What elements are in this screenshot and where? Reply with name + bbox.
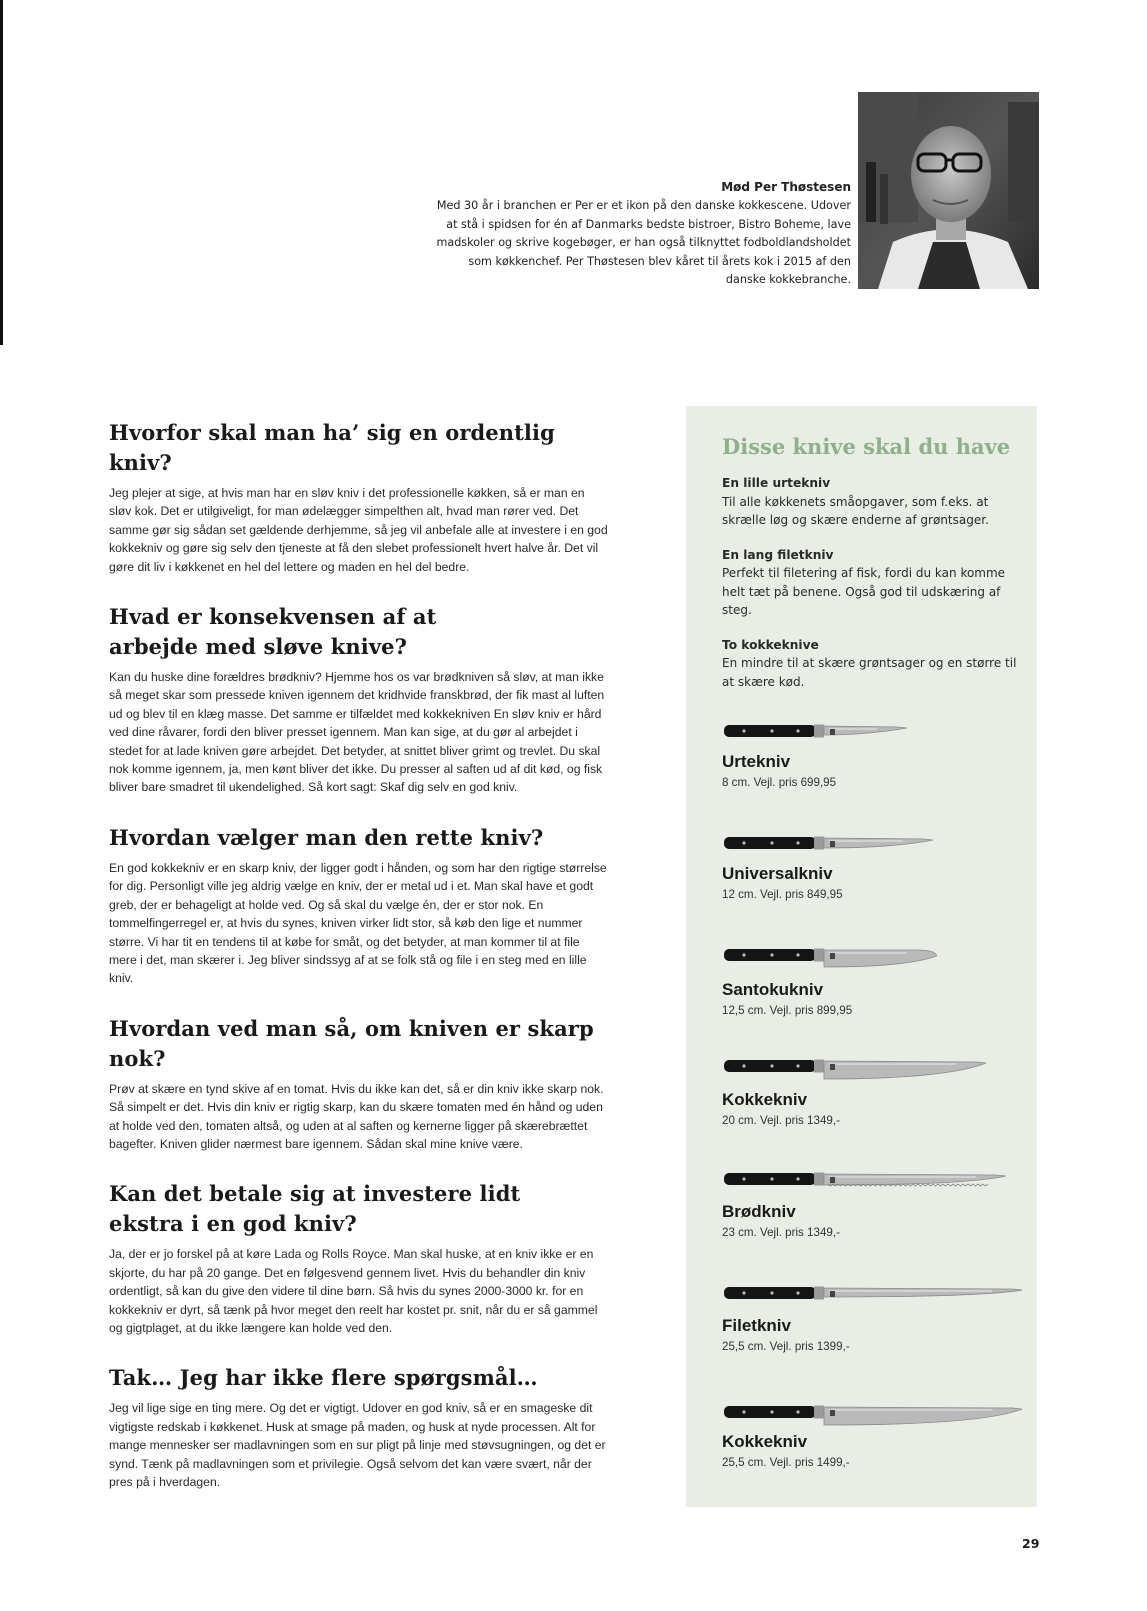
knife-product — [722, 714, 1022, 814]
page-number: 29 — [1022, 1536, 1040, 1551]
section-heading: Hvad er konsekvensen af at arbejde med sløve knive? — [109, 604, 437, 660]
knife-bolster — [814, 1406, 824, 1419]
knife-maker-mark — [830, 1177, 835, 1183]
section-heading: Kan det betale sig at investere lidt ekstra i en god kniv? — [109, 1181, 521, 1237]
knife-image — [722, 714, 1022, 748]
knife-image — [722, 1046, 1022, 1086]
knife-rivet — [796, 1177, 799, 1180]
knife-rivet — [796, 841, 799, 844]
knife-blade — [824, 726, 907, 735]
knife-handle — [724, 725, 816, 737]
section-body: En god kokkekniv er en skarp kniv, der ligger godt i hånden, og som har den rigtige størrelse for dig. Personligt ville jeg aldrig vælge en kniv, der er metal ud i et. Man skal have et godt greb, der er behageligt at holde ved. Og så skal du vælge én, der er stor nok. En tommelfingerregel er, at hvis du synes, kniven virker lidt stor, så køb den lige et nummer større. Vi har tit en tendens til at købe for småt, og det betyder, at man kommer til at file mere i det, man skærer i. Jeg bliver sindssyg af at se folk stå og file i en steg med en lille kniv. — [109, 860, 607, 986]
knife-rivet — [770, 1064, 773, 1067]
knife-spec: 23 cm. Vejl. pris 1349,- — [722, 1226, 840, 1239]
intro-block — [431, 178, 851, 289]
knife-handle — [724, 1173, 816, 1185]
sidebar-title: Disse knive skal du have — [722, 434, 1011, 459]
knife-rivet — [770, 841, 773, 844]
knife-image — [722, 1392, 1022, 1432]
tip-item — [722, 546, 1022, 620]
article-section — [109, 1014, 609, 1154]
knife-handle — [724, 1287, 816, 1299]
tip-title: En lang filetkniv — [722, 547, 834, 562]
knife-serration — [828, 1184, 988, 1186]
knife-rivet — [742, 1177, 745, 1180]
knives-sidebar — [686, 406, 1037, 1507]
knife-rivet — [796, 1291, 799, 1294]
knife-product — [722, 938, 1022, 1038]
knife-product — [722, 1046, 1022, 1146]
knife-rivet — [796, 953, 799, 956]
knife-rivet — [770, 729, 773, 732]
article-section — [109, 1363, 609, 1491]
section-body: Jeg plejer at sige, at hvis man har en sløv kniv i det professionelle køkken, så er man en sløv kok. Det er utilgiveligt, for man ødelægger simpelthen alt, hvad man rører ved. Det samme gør sig sådan set gældende derhjemme, så jeg vil anbefale alle at investere i en god kokkekniv og gøre sig selv den tjeneste at få den slebet professionelt hvert halve år. Det vil gøre dit liv i køkkenet en hel del lettere og maden en hel del bedre. — [109, 486, 608, 574]
knife-handle — [724, 1060, 816, 1072]
section-heading: Hvordan ved man så, om kniven er skarp nok? — [109, 1015, 594, 1071]
knife-name: Filetkniv — [722, 1316, 791, 1335]
intro-body: Med 30 år i branchen er Per er et ikon på den danske kokkescene. Udover at stå i spidsen for én af Danmarks bedste bistroer, Bistro Boheme, lave madskoler og skrive kogebøger, er han også tilknyttet fodboldlandsholdet som køkkenchef. Per Thøstesen blev kåret til årets kok i 2015 af den danske kokkebranche. — [436, 199, 851, 287]
knife-blade — [824, 1288, 1022, 1297]
knife-product — [722, 1162, 1022, 1262]
knife-maker-mark — [830, 953, 835, 959]
knife-maker-mark — [830, 1410, 835, 1416]
section-body: Prøv at skære en tynd skive af en tomat. Hvis du ikke kan det, så er din kniv ikke skarp nok. Så simpelt er det. Hvis din kniv er rigtig skarp, kan du skære tomaten med én hånd og uden at holde ved den, tomaten altså, og uden at al saften og kernerne ligger på skærebrættet bagefter. Kniven glider nærmest bare igennem. Sådan skal mine knive være. — [109, 1081, 604, 1151]
knife-spec: 12,5 cm. Vejl. pris 899,95 — [722, 1004, 853, 1017]
knife-handle — [724, 1406, 816, 1418]
knife-product — [722, 826, 1022, 926]
knife-name: Santokukniv — [722, 980, 824, 999]
tip-body: En mindre til at skære grøntsager og en større til at skære kød. — [722, 656, 1017, 689]
knife-rivet — [742, 1410, 745, 1413]
section-heading: Hvorfor skal man ha’ sig en ordentlig kniv? — [109, 420, 555, 475]
knife-bolster — [814, 1060, 824, 1073]
knife-bolster — [814, 949, 824, 962]
knife-image — [722, 826, 1022, 860]
knife-maker-mark — [830, 1291, 835, 1297]
knife-spec: 12 cm. Vejl. pris 849,95 — [722, 888, 843, 901]
knife-spec: 8 cm. Vejl. pris 699,95 — [722, 776, 837, 789]
knife-rivet — [742, 953, 745, 956]
knife-product — [722, 1392, 1022, 1492]
knife-rivet — [742, 841, 745, 844]
knife-bolster — [814, 1173, 824, 1186]
knife-name: Kokkekniv — [722, 1090, 808, 1109]
chef-portrait — [858, 92, 1039, 289]
knife-maker-mark — [830, 841, 835, 847]
knife-maker-mark — [830, 729, 835, 735]
knife-handle — [724, 949, 816, 961]
intro-heading: Mød Per Thøstesen — [721, 180, 851, 194]
tip-item — [722, 636, 1022, 692]
page-edge-rule — [0, 0, 3, 345]
article-section — [109, 418, 609, 576]
section-body: Kan du huske dine forældres brødkniv? Hjemme hos os var brødkniven så sløv, at man ikke så meget skar som pressede kniven igennem det kridhvide franskbrød, der fik mast al luften ud og blev til en klæg masse. Det samme er tilfældet med kokkekniven En sløv kniv er hård ved dine råvarer, fordi den bliver presset igennem. Man kan sige, at du gør al arbejdet i stedet for at lade kniven gøre arbejdet. Det betyder, at snittet bliver grimt og trevlet. Du skal nok komme igennem, ja, men kønt bliver det ikke. Du presser al saften ud af dit kød, og fisk bliver bare smadret til ukendelighed. Så kort sagt: Skaf dig selv en god kniv. — [109, 670, 605, 795]
knife-rivet — [770, 1410, 773, 1413]
knife-spec: 20 cm. Vejl. pris 1349,- — [722, 1114, 840, 1127]
knife-spec: 25,5 cm. Vejl. pris 1499,- — [722, 1456, 850, 1469]
knife-blade — [824, 1174, 1006, 1185]
section-heading: Hvordan vælger man den rette kniv? — [109, 824, 544, 850]
knife-rivet — [770, 1177, 773, 1180]
knife-name: Urtekniv — [722, 752, 791, 771]
knife-name: Universalkniv — [722, 864, 833, 883]
knife-name: Kokkekniv — [722, 1432, 808, 1451]
article-section — [109, 823, 609, 988]
knife-rivet — [770, 953, 773, 956]
knife-image — [722, 1162, 1022, 1196]
section-body: Jeg vil lige sige en ting mere. Og det er vigtigt. Udover en god kniv, så er en smageske dit vigtigste redskab i køkkenet. Husk at smage på maden, og husk at nyde processen. Alt for mange mennesker ser madlavningen som en sur pligt på linje med støvsugningen, og det er synd. Tænk på madlavningen som et privilegie. Også selvom det kan være svært, når der pres på i hverdagen. — [109, 1401, 606, 1489]
knife-rivet — [770, 1291, 773, 1294]
knife-rivet — [796, 1064, 799, 1067]
tip-body: Til alle køkkenets småopgaver, som f.eks. at skrælle løg og skære enderne af grøntsager. — [722, 494, 989, 527]
knife-image — [722, 938, 1022, 972]
knife-spec: 25,5 cm. Vejl. pris 1399,- — [722, 1340, 850, 1353]
knife-image — [722, 1276, 1022, 1310]
knife-bolster — [814, 1287, 824, 1300]
knife-bolster — [814, 725, 824, 738]
knife-rivet — [796, 1410, 799, 1413]
tip-title: En lille urtekniv — [722, 476, 831, 490]
article-section — [109, 1179, 609, 1337]
knife-rivet — [796, 729, 799, 732]
knife-rivet — [742, 729, 745, 732]
section-heading: Tak… Jeg har ikke flere spørgsmål… — [109, 1365, 538, 1391]
tip-item — [722, 474, 1022, 530]
section-body: Ja, der er jo forskel på at køre Lada og Rolls Royce. Man skal huske, at en kniv ikke er en skjorte, du har på 20 gange. Det en følgesvend gennem livet. Hvis du behandler din kniv ordentligt, så kan du give den videre til dine børn. Så hvis du synes 2000-3000 kr. for en kokkekniv er dyrt, så tænk på hvor meget den reelt har kostet pr. snit, når du er så gammel og gigtplaget, at du ikke længere kan holde ved den. — [109, 1247, 598, 1335]
knife-handle — [724, 837, 816, 849]
tip-body: Perfekt til filetering af fisk, fordi du kan komme helt tæt på benene. Også god til udskæring af steg. — [722, 566, 1006, 617]
tip-title: To kokkeknive — [722, 637, 819, 652]
knife-rivet — [742, 1291, 745, 1294]
knife-blade — [824, 838, 933, 848]
knife-bolster — [814, 837, 824, 850]
article-section — [109, 602, 609, 797]
knife-name: Brødkniv — [722, 1202, 796, 1221]
tips-list — [722, 474, 1022, 707]
article — [109, 418, 609, 1517]
knife-product — [722, 1276, 1022, 1376]
knife-maker-mark — [830, 1064, 835, 1070]
knife-rivet — [742, 1064, 745, 1067]
